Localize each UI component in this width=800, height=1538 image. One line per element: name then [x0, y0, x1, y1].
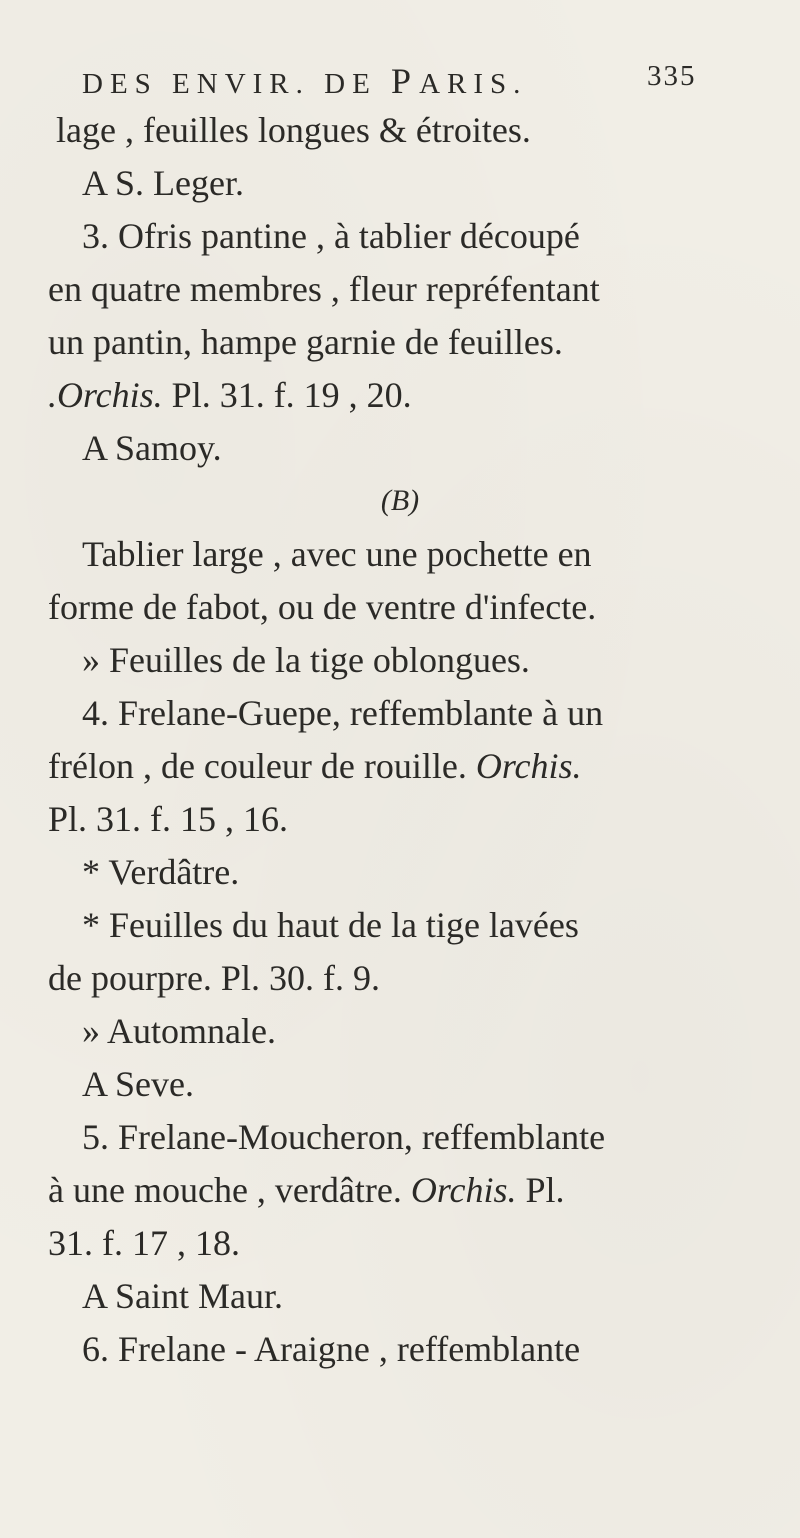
section-marker: (B): [380, 484, 420, 517]
text-line: .Orchis. Pl. 31. f. 19 , 20.: [48, 375, 412, 415]
text-line: » Automnale.: [82, 1011, 276, 1051]
running-head: [82, 60, 722, 100]
text-line: en quatre membres , fleur repréfentant: [48, 269, 600, 309]
text-line: frélon , de couleur de rouille. Orchis.: [48, 746, 582, 786]
text-line: forme de fabot, ou de ventre d'infecte.: [48, 587, 597, 627]
running-head-rest: ARIS.: [419, 68, 528, 100]
text-line: Tablier large , avec une pochette en: [82, 534, 592, 574]
running-head-cap: P: [391, 61, 420, 101]
text-line: A Seve.: [82, 1064, 194, 1104]
running-head-prefix: DES ENVIR. DE: [82, 68, 392, 100]
text-line: 31. f. 17 , 18.: [48, 1223, 240, 1263]
text-line: 3. Ofris pantine , à tablier découpé: [82, 216, 580, 256]
page-number: 335: [647, 60, 697, 92]
text-line: un pantin, hampe garnie de feuilles.: [48, 322, 563, 362]
text-line: 5. Frelane-Moucheron, reffemblante: [82, 1117, 606, 1157]
text-line: Pl. 31. f. 15 , 16.: [48, 799, 289, 839]
text-line: de pourpre. Pl. 30. f. 9.: [48, 958, 380, 998]
text-line: * Verdâtre.: [82, 852, 240, 892]
text-line: A Saint Maur.: [82, 1276, 284, 1316]
text-line: A Samoy.: [82, 428, 222, 468]
text-line: » Feuilles de la tige oblongues.: [82, 640, 530, 680]
text-line: * Feuilles du haut de la tige lavées: [82, 905, 579, 945]
text-line: A S. Leger.: [82, 163, 244, 203]
text-line: lage , feuilles longues & étroites.: [56, 110, 531, 150]
text-line: 4. Frelane-Guepe, reffemblante à un: [82, 693, 604, 733]
text-line: à une mouche , verdâtre. Orchis. Pl.: [48, 1170, 565, 1210]
text-line: 6. Frelane - Araigne , reffemblante: [82, 1329, 581, 1369]
